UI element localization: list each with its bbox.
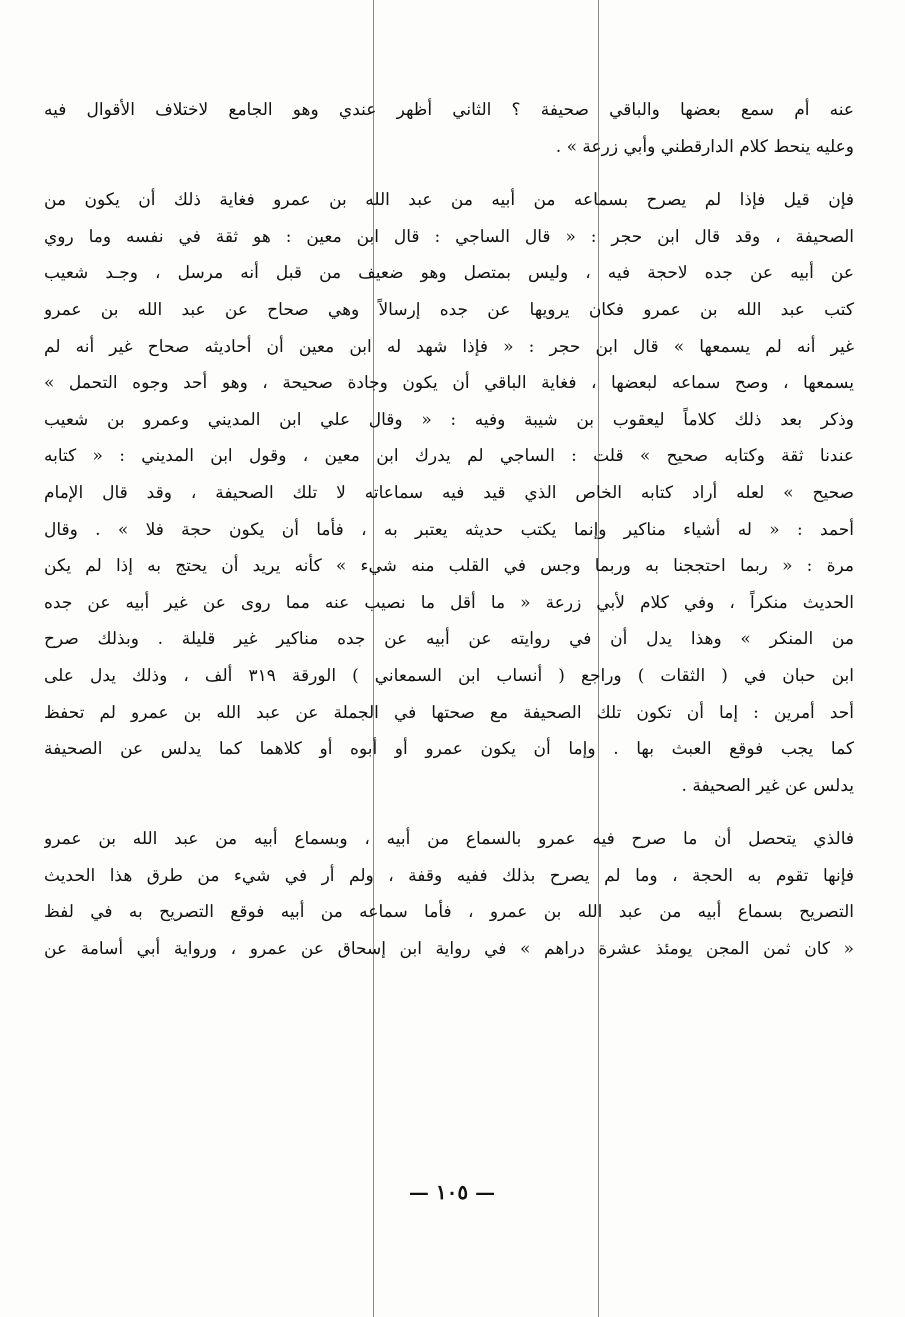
- text-line: عندنا ثقة وكتابه صحيح » قلت : الساجي لم يدرك ابن معين ، وقول ابن المديني : « كتابه: [44, 446, 854, 467]
- text-line: وذكر بعد ذلك كلاماً ليعقوب بن شيبة وفيه : « وقال علي ابن المديني وعمرو بن شعيب: [44, 409, 854, 430]
- text-line: عن أبيه عن جده لاحجة فيه ، وليس بمتصل وهو ضعيف من قبل أنه مرسل ، وجـد شعيب: [44, 263, 854, 284]
- text-line: فالذي يتحصل أن ما صرح فيه عمرو بالسماع من أبيه ، وبسماع أبيه من عبد الله بن عمرو: [44, 829, 854, 850]
- text-line: الصحيفة ، وقد قال ابن حجر : « قال الساجي : قال ابن معين : هو ثقة في نفسه وما روي: [44, 226, 854, 247]
- paragraph: [44, 92, 854, 165]
- page-number: — ١٠٥ —: [408, 1180, 496, 1204]
- text-line: كتب عبد الله بن عمرو فكان يرويها عن جده إرسالاً وهي صحاح عن عبد الله بن عمرو: [44, 299, 854, 320]
- text-line: فإنها تقوم به الحجة ، وما لم يصرح بذلك ففيه وقفة ، ولم أر في شيء من طرق هذا الحديث: [44, 865, 854, 886]
- text-line: وعليه ينحط كلام الدارقطني وأبي زرعة » .: [555, 136, 854, 157]
- text-line: يسمعها ، وصح سماعه لبعضها ، فغاية الباقي أن يكون وجادة صحيحة ، وهو أحد وجوه التحمل »: [44, 373, 854, 394]
- text-line: صحيح » لعله أراد كتابه الخاص الذي قيد فيه سماعاته لا تلك الصحيفة ، وقد قال الإمام: [44, 482, 854, 503]
- text-line: « كان ثمن المجن يومئذ عشرة دراهم » في رواية ابن إسحاق عن عمرو ، ورواية أبي أسامة عن: [44, 939, 854, 960]
- body-text: [44, 92, 854, 968]
- text-line: من المنكر » وهذا يدل أن في روايته عن أبيه عن جده مناكير غير قليلة . وبذلك صرح: [44, 629, 854, 650]
- paragraph: [44, 821, 854, 967]
- text-line: عنه أم سمع بعضها والباقي صحيفة ؟ الثاني أظهر عندي وهو الجامع لاختلاف الأقوال فيه: [44, 100, 854, 120]
- text-line: الحديث منكراً ، وفي كلام لأبي زرعة « ما أقل ما نصيب عنه مما روى عن غير أبيه عن جده: [44, 592, 854, 613]
- text-line: فإن قيل فإذا لم يصرح بسماعه من أبيه من عبد الله بن عمرو فغاية ذلك أن يكون من: [44, 190, 854, 211]
- text-line: التصريح بسماع أبيه من عبد الله بن عمرو ، فأما سماعه من أبيه فوقع التصريح به في لفظ: [44, 902, 854, 923]
- text-line: أحمد : « له أشياء مناكير وإنما يكتب حديثه يعتبر به ، فأما أن يكون حجة فلا » . وقال: [44, 519, 854, 540]
- text-line: يدلس عن غير الصحيفة .: [681, 775, 854, 796]
- paragraph: [44, 182, 854, 804]
- text-line: ابن حبان في ( الثقات ) وراجع ( أنساب ابن السمعاني ) الورقة ٣١٩ ألف ، وذلك يدل على: [44, 665, 854, 686]
- text-line: أحد أمرين : إما أن تكون تلك الصحيفة مع صحتها في الجملة عن عبد الله بن عمرو لم تحفظ: [44, 702, 854, 723]
- text-line: مرة : « ربما احتججنا به وربما وجس في القلب منه شيء » كأنه يريد أن يحتج به إذا لم يكن: [44, 556, 854, 577]
- text-line: غير أنه لم يسمعها » قال ابن حجر : « فإذا شهد له ابن معين أن أحاديثه صحاح غير أنه لم: [44, 336, 854, 357]
- text-line: كما يجب فوقع العبث بها . وإما أن يكون عمرو أو أبوه أو كلاهما كما يدلس عن الصحيفة: [44, 739, 854, 760]
